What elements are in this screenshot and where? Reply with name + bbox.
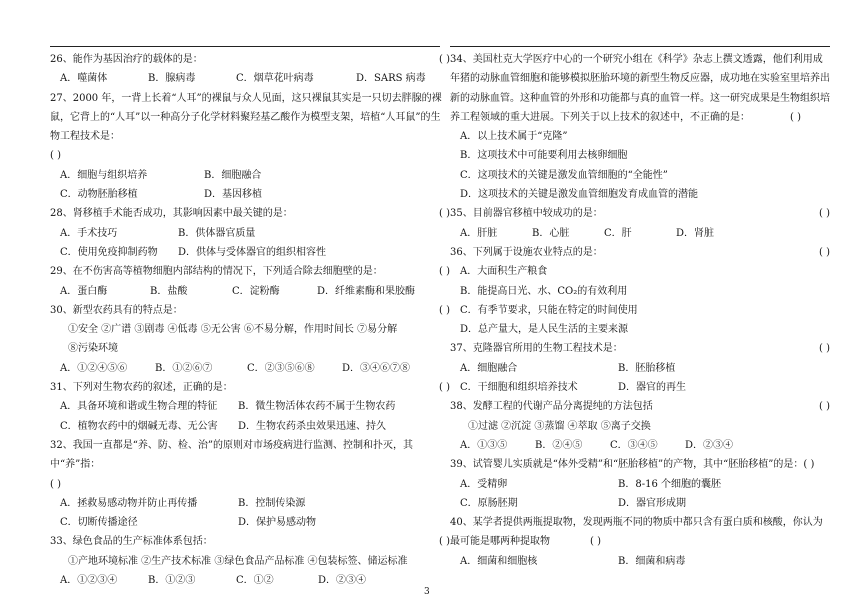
question-text: 28、肾移植手术能否成功，其影响因素中最关键的是： (50, 208, 293, 220)
option-row (50, 571, 450, 590)
question-stem (50, 301, 450, 320)
option-row (450, 436, 830, 455)
question-text: 34、美国杜克大学医疗中心的一个研究小组在《科学》杂志上撰文透露，他们利用成年猪的动脉血管细胞和能够模拟胚胎环境的新型生物反应器，成功地在实验室里培养出新的动脉血管。这种血管的外形和功能都与真的血管一样。这一研究成果是生物组织培养工程领域的重大进展。下列关于以上技术的叙述中，不正确的是： (450, 54, 830, 123)
statement-line (450, 417, 830, 436)
question-stem (50, 89, 450, 147)
statement-line (450, 262, 830, 281)
statement-line (450, 320, 830, 339)
question-stem (50, 50, 450, 69)
answer-option: A．蛋白酶 (60, 285, 108, 297)
statement-line (450, 185, 830, 204)
answer-blank: ( ) (439, 536, 450, 548)
question-text: ①安全 ②广谱 ③剧毒 ④低毒 ⑤无公害 ⑥不易分解，作用时间长 ⑦易分解 (68, 324, 398, 336)
answer-blank: ( ) (50, 150, 61, 162)
question-text: C．有季节要求，只能在特定的时间使用 (460, 304, 638, 316)
answer-option: B．①②③ (148, 575, 196, 587)
answer-option: D．器官的再生 (618, 382, 687, 394)
question-text: A．以上技术属于“克隆” (460, 131, 568, 143)
answer-option: B．胚胎移植 (618, 362, 676, 374)
option-row (450, 359, 830, 378)
answer-option: D．保护易感动物 (238, 517, 317, 529)
option-row (450, 475, 830, 494)
answer-option: B．细胞融合 (204, 169, 262, 181)
question-stem (450, 397, 830, 416)
answer-option: C．使用免疫抑制药物 (60, 246, 158, 258)
answer-option: A．具备环境和谐或生物合理的特征 (60, 401, 218, 413)
answer-option: C．植物农药中的烟碱无毒、无公害 (60, 420, 218, 432)
question-text: 26、能作为基因治疗的载体的是： (50, 54, 203, 65)
answer-option: B．细菌和病毒 (618, 555, 686, 567)
top-rule-left (50, 46, 440, 47)
statement-line (50, 320, 450, 339)
statement-line (450, 127, 830, 146)
question-stem (50, 378, 450, 397)
answer-option: C．切断传播途径 (60, 517, 138, 529)
option-row (50, 417, 450, 436)
answer-option: D．基因移植 (204, 189, 263, 201)
answer-blank: ( ) (439, 382, 450, 394)
question-stem (50, 436, 450, 475)
answer-option: B．心脏 (532, 227, 570, 239)
answer-option: C．动物胚胎移植 (60, 189, 138, 201)
question-text: B．能提高日光、水、CO₂的有效利用 (460, 285, 628, 297)
statement-line (450, 301, 830, 320)
question-stem (450, 50, 830, 127)
question-text: 37、克隆器官所用的生物工程技术是： (450, 343, 623, 355)
answer-option: D．③④⑥⑦⑧ (342, 362, 411, 374)
answer-option: B．腺病毒 (148, 73, 196, 85)
question-text: ①过滤 ②沉淀 ③蒸馏 ④萃取 ⑤离子交换 (468, 420, 651, 432)
answer-blank: ( ) (439, 304, 450, 316)
answer-option: D．②③④ (318, 575, 367, 587)
question-text: D．总产量大，是人民生活的主要来源 (460, 324, 629, 336)
question-stem (450, 243, 830, 262)
answer-option: A．细胞融合 (460, 362, 518, 374)
question-stem (450, 513, 830, 552)
answer-blank: ( ) (439, 208, 450, 220)
option-row (450, 494, 830, 513)
answer-option: A．肝脏 (460, 227, 498, 239)
answer-blank: ( ) (819, 208, 830, 220)
statement-line (50, 339, 450, 358)
answer-option: C．肝 (604, 227, 632, 239)
option-row (450, 378, 830, 397)
answer-option: B．盐酸 (150, 285, 188, 297)
question-text: 35、目前器官移植中较成功的是： (450, 208, 603, 220)
answer-option: D．SARS 病毒 (356, 73, 426, 85)
answer-option: A．细胞与组织培养 (60, 169, 148, 181)
statement-line (450, 282, 830, 301)
option-row (50, 224, 450, 243)
right-column (450, 50, 830, 571)
answer-option: A．细菌和细胞核 (460, 555, 538, 567)
question-stem (50, 204, 450, 223)
question-text: 38、发酵工程的代谢产品分离提纯的方法包括 (450, 401, 653, 413)
option-row (50, 397, 450, 416)
answer-option: C．①② (236, 575, 274, 587)
answer-option: C．淀粉酶 (232, 285, 280, 297)
question-stem (450, 204, 830, 223)
answer-blank: ( ) (819, 246, 830, 258)
answer-option: D．肾脏 (676, 227, 715, 239)
question-stem (50, 532, 450, 551)
question-text: C．这项技术的关键是激发血管细胞的“全能性” (460, 169, 668, 181)
option-row (50, 513, 450, 532)
question-text: ①产地环境标准 ②生产技术标准 ③绿色食品产品标准 ④包装标签、储运标准 (68, 555, 408, 567)
top-rule-right (450, 46, 830, 47)
question-stem (450, 455, 830, 474)
answer-option: C．烟草花叶病毒 (236, 73, 314, 85)
answer-blank: ( ) (590, 536, 601, 548)
page-number: 3 (424, 587, 430, 597)
answer-blank: ( ) (439, 266, 450, 278)
answer-option: B．①②⑥⑦ (155, 362, 213, 374)
question-text: A．大面积生产粮食 (460, 266, 548, 278)
statement-line (50, 552, 450, 571)
answer-option: D．供体与受体器官的组织相容性 (178, 246, 327, 258)
answer-option: C．③④⑤ (610, 439, 658, 451)
question-text: 27、2000 年，一背上长着“人耳”的裸鼠与众人见面，这只裸鼠其实是一只切去胖腺的裸鼠，它背上的“人耳”以一种高分子化学材料聚羟基乙酸作为模型支架，培植“人耳鼠”的生物工程技术是： (50, 92, 442, 143)
statement-line (450, 166, 830, 185)
answer-option: B．供体器官质量 (178, 227, 256, 239)
answer-option: D．器官形成期 (618, 497, 687, 509)
answer-blank: ( ) (819, 401, 830, 413)
question-text: B．这项技术中可能要利用去核卵细胞 (460, 150, 628, 162)
question-text: 29、在不伤害高等植物细胞内部结构的情况下，下列适合除去细胞壁的是： (50, 266, 383, 278)
answer-option: D．生物农药杀虫效果迅速、持久 (238, 420, 387, 432)
statement-line (450, 146, 830, 165)
option-row (50, 166, 450, 185)
answer-option: A．①②③④ (60, 575, 118, 587)
answer-blank: ( ) (790, 111, 801, 123)
answer-option: A．①②④⑤⑥ (60, 362, 128, 374)
answer-option: A．手术技巧 (60, 227, 118, 239)
answer-option: B．控制传染源 (238, 497, 306, 509)
answer-blank: ( ) (50, 478, 61, 490)
question-text: ⑧污染环境 (68, 343, 118, 355)
option-row (50, 69, 450, 88)
answer-blank: ( ) (819, 343, 830, 355)
question-stem (450, 339, 830, 358)
question-text: 32、我国一直都是“养、防、检、治”的原则对市场疫病进行监测、控制和扑灭，其中“养”指： (50, 439, 413, 471)
option-row (50, 282, 450, 301)
option-row (450, 552, 830, 571)
answer-option: B．②④⑤ (535, 439, 583, 451)
question-text: 39、试管婴儿实质就是“体外受精”和“胚胎移植”的产物，其中“胚胎移植”的是：( ) (450, 459, 815, 471)
question-text: 33、绿色食品的生产标准体系包括： (50, 536, 213, 548)
answer-option: A．①③⑤ (460, 439, 508, 451)
answer-option: A．拯救易感动物并防止再传播 (60, 497, 198, 509)
option-row (50, 243, 450, 262)
answer-option: C．②③⑤⑥⑧ (247, 362, 315, 374)
answer-option: D．②③④ (685, 439, 734, 451)
question-text: 36、下列属于设施农业特点的是： (450, 246, 603, 258)
question-stem (50, 262, 450, 281)
question-text: 40、某学者提供两瓶提取物，发现两瓶不同的物质中都只含有蛋白质和核酸，你认为最可能是哪两种提取物 (450, 517, 823, 548)
option-row (50, 359, 450, 378)
answer-option: A．受精卵 (460, 478, 508, 490)
answer-option: A．噬菌体 (60, 73, 108, 85)
question-text: 30、新型农药具有的特点是： (50, 304, 183, 316)
answer-option: B．微生物活体农药不属于生物农药 (238, 401, 396, 413)
answer-option: C．原肠胚期 (460, 497, 518, 509)
answer-option: B．8-16 个细胞的囊胚 (618, 478, 721, 490)
option-row (50, 494, 450, 513)
option-row (450, 224, 830, 243)
left-column (50, 50, 450, 590)
answer-option: D．纤维素酶和果胶酶 (317, 285, 416, 297)
question-text: D．这项技术的关键是激发血管细胞发育成血管的潜能 (460, 189, 699, 201)
option-row (50, 185, 450, 204)
question-text: 31、下列对生物农药的叙述，正确的是： (50, 382, 233, 394)
answer-blank: ( ) (439, 54, 450, 65)
answer-option: C．干细胞和组织培养技术 (460, 382, 578, 394)
